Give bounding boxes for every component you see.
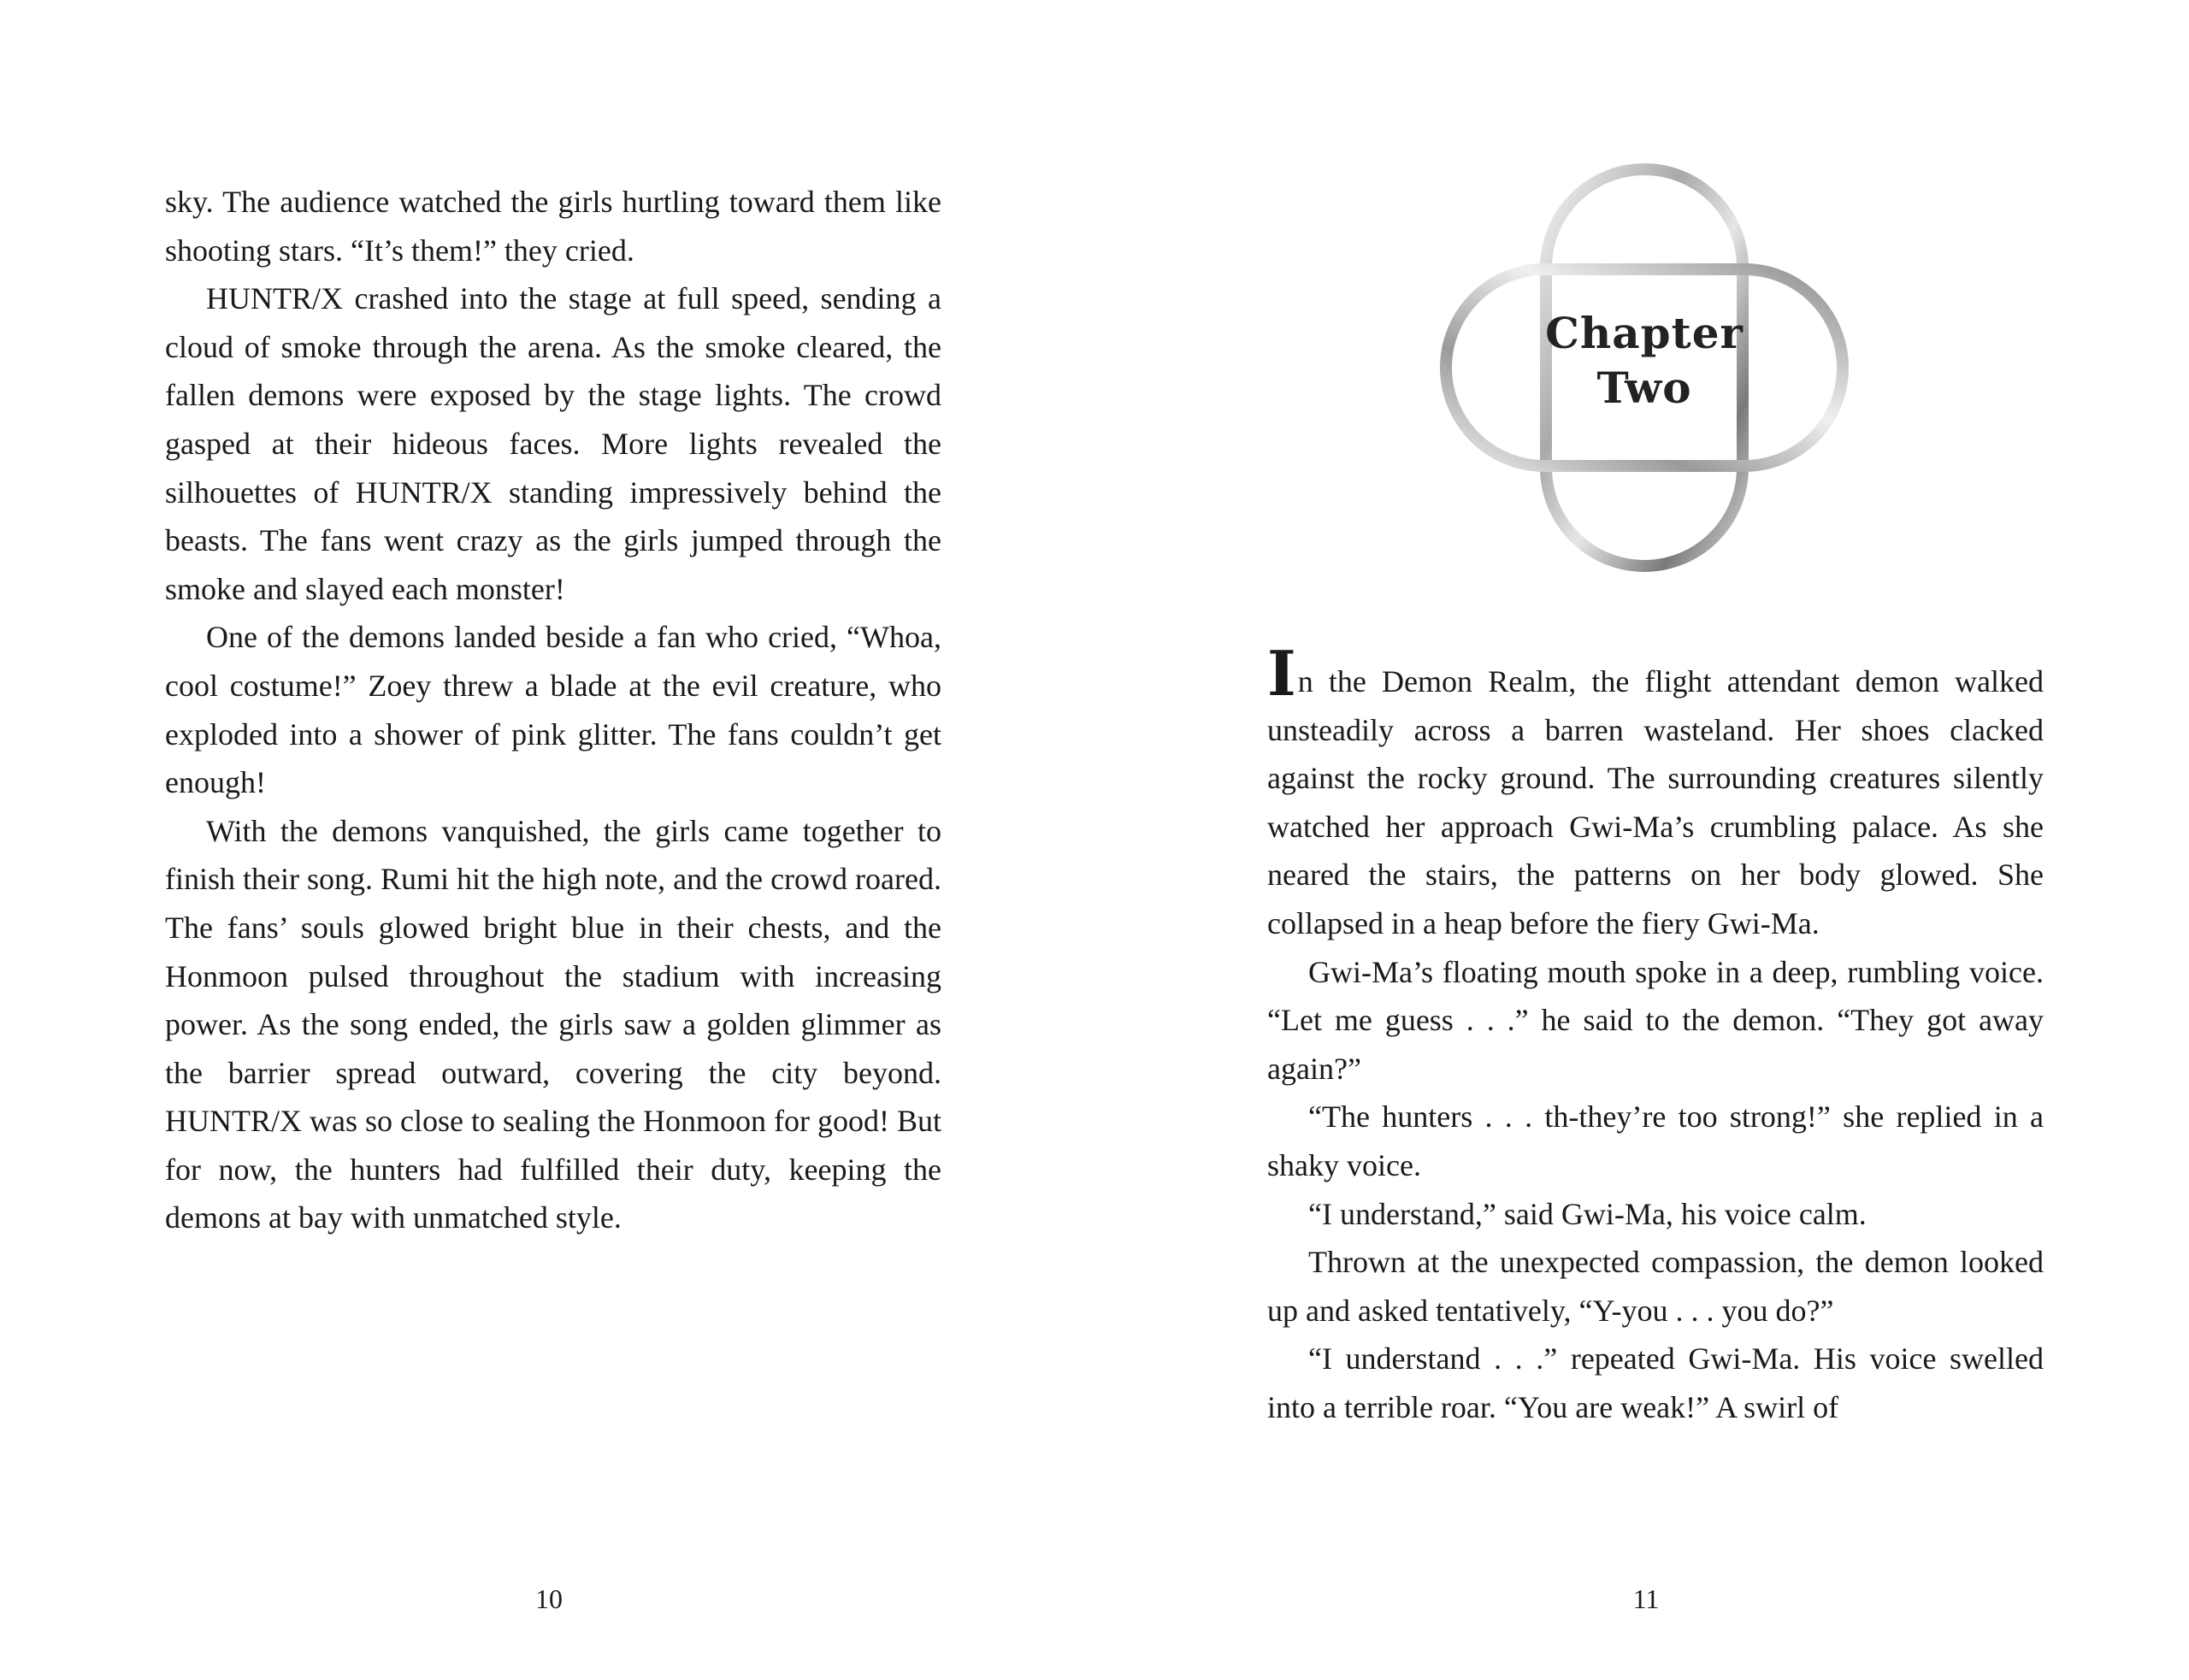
paragraph: “I understand,” said Gwi-Ma, his voice calm. (1308, 1196, 1867, 1231)
paragraph: One of the demons landed beside a fan who cried, “Whoa, cool costume!” Zoey threw a blade at the evil creature, who exploded into a shower of pink glitter. The fans couldn’t get enough! (165, 620, 941, 800)
opening-paragraph-text: n the Demon Realm, the flight attendant demon walked unsteadily across a barren wasteland. Her shoes clacked against the rocky ground. The surrounding creatures silently watched her approach Gwi-Ma’s crumbling palace. As she neared the stairs, the patterns on her body glowed. She collapsed in a heap before the fiery Gwi-Ma. (1267, 664, 2044, 940)
chapter-heading (1439, 162, 1850, 573)
chapter-title (1439, 306, 1850, 416)
paragraph: “The hunters . . . th-they’re too strong!” she replied in a shaky voice. (1267, 1099, 2044, 1182)
left-page (0, 0, 1094, 1680)
chapter-number: Two (1596, 363, 1692, 413)
paragraph: With the demons vanquished, the girls came together to finish their song. Rumi hit the high note, and the crowd roared. The fans’ souls glowed bright blue in their chests, and the Honmoon pulsed throughout the stadium with increasing power. As the song ended, the girls saw a golden glimmer as the barrier spread outward, covering the city beyond. HUNTR/X was so close to sealing the Honmoon for good! But for now, the hunters had fulfilled their duty, keeping the demons at bay with unmatched style. (165, 813, 941, 1235)
paragraph: “I understand . . .” repeated Gwi-Ma. His voice swelled into a terrible roar. “You are weak!” A swirl of (1267, 1341, 2044, 1424)
paragraph: Thrown at the unexpected compassion, the demon looked up and asked tentatively, “Y-you . . . you do?” (1267, 1245, 2044, 1328)
chapter-label: Chapter (1545, 308, 1744, 358)
left-page-text (165, 178, 941, 1242)
opening-paragraph (1267, 637, 2044, 948)
paragraph: Gwi-Ma’s floating mouth spoke in a deep, rumbling voice. “Let me guess . . .” he said to the demon. “They got away again?” (1267, 954, 2044, 1086)
right-page-text (1267, 637, 2044, 1432)
paragraph: sky. The audience watched the girls hurtling toward them like shooting stars. “It’s them!” they cried. (165, 185, 941, 268)
right-page (1094, 0, 2189, 1680)
page-number: 10 (535, 1583, 563, 1614)
page-number: 11 (1632, 1583, 1660, 1614)
paragraph: HUNTR/X crashed into the stage at full speed, sending a cloud of smoke through the arena. As the smoke cleared, the fallen demons were exposed by the stage lights. The crowd gasped at their hideous faces. More lights revealed the silhouettes of HUNTR/X standing impressively behind the beasts. The fans went crazy as the girls jumped through the smoke and slayed each monster! (165, 281, 941, 606)
drop-cap: I (1267, 637, 1296, 710)
